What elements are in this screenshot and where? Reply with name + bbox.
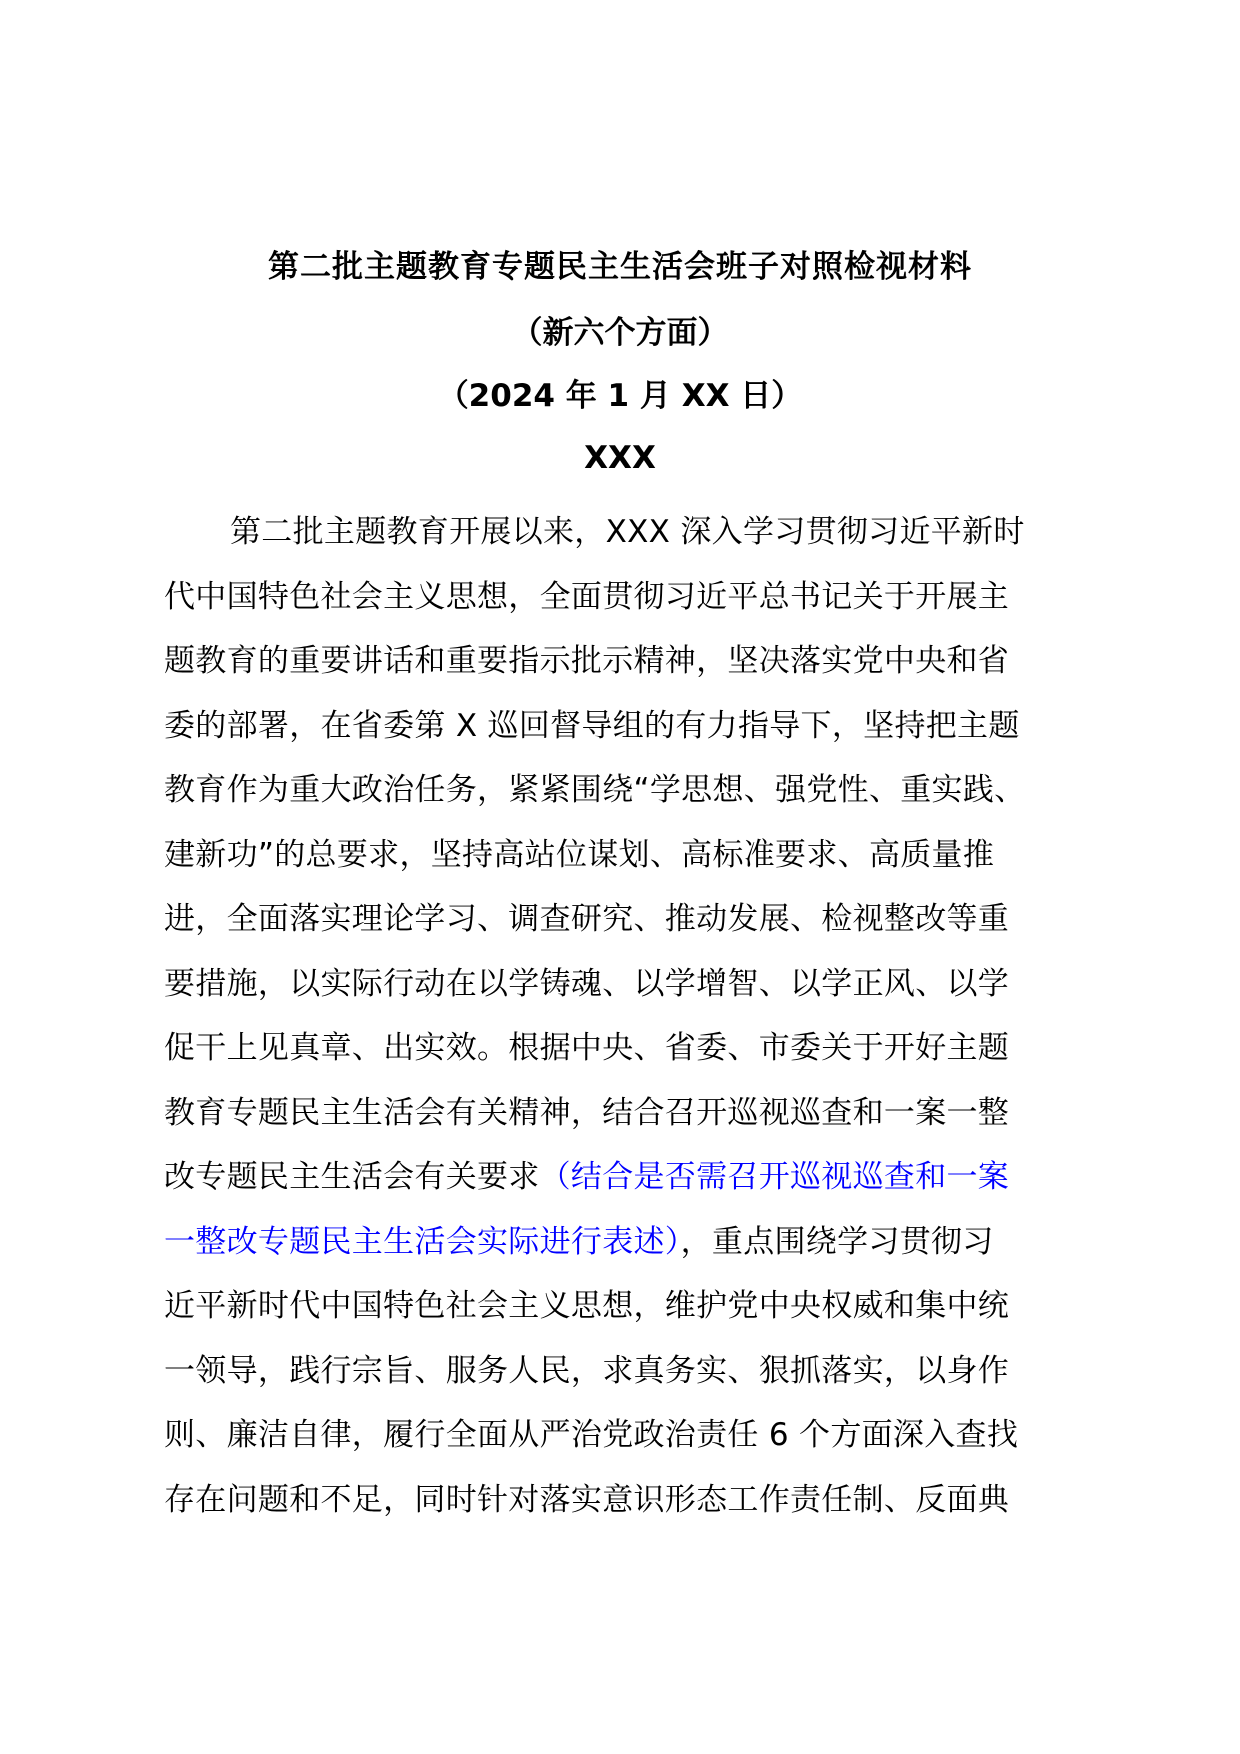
paragraph-text: 改专题民主生活会有关要求: [164, 1159, 540, 1195]
paragraph-line: 要措施，以实际行动在以学铸魂、以学增智、以学正风、以学: [164, 965, 1010, 1002]
paragraph-line: 存在问题和不足，同时针对落实意识形态工作责任制、反面典: [164, 1481, 1010, 1518]
document-title: 第二批主题教育专题民主生活会班子对照检视材料: [268, 249, 972, 285]
paragraph-line: 则、廉洁自律，履行全面从严治党政治责任 6 个方面深入查找: [164, 1417, 1019, 1453]
document-author: XXX: [584, 440, 656, 476]
editor-note: （结合是否需召开巡视巡查和一案: [539, 1159, 1010, 1195]
paragraph-line: 进，全面落实理论学习、调查研究、推动发展、检视整改等重: [164, 901, 1010, 937]
paragraph-line: [164, 1210, 1084, 1275]
paragraph-text: ，重点围绕学习贯彻习: [680, 1223, 994, 1260]
editor-note: 一整改专题民主生活会实际进行表述）: [164, 1223, 681, 1260]
paragraph-line: 代中国特色社会主义思想，全面贯彻习近平总书记关于开展主: [164, 578, 1010, 615]
document-date: （2024 年 1 月 XX 日）: [437, 378, 803, 414]
paragraph-line: 近平新时代中国特色社会主义思想，维护党中央权威和集中统: [164, 1288, 1010, 1324]
document-subtitle: （新六个方面）: [511, 315, 729, 351]
paragraph-line: [164, 1145, 1084, 1210]
paragraph-line: 一领导，践行宗旨、服务人民，求真务实、狠抓落实，以身作: [164, 1352, 1010, 1389]
paragraph-line: 教育专题民主生活会有关精神，结合召开巡视巡查和一案一整: [164, 1094, 1010, 1131]
paragraph-line: 建新功”的总要求，坚持高站位谋划、高标准要求、高质量推: [164, 836, 995, 873]
paragraph-line: 题教育的重要讲话和重要指示批示精神，坚决落实党中央和省: [164, 643, 1010, 679]
body-paragraph: [164, 500, 1084, 1532]
paragraph-line: 委的部署，在省委第 X 巡回督导组的有力指导下，坚持把主题: [164, 707, 1020, 744]
paragraph-line: 第二批主题教育开展以来，XXX 深入学习贯彻习近平新时: [230, 514, 1025, 550]
paragraph-line: 促干上见真章、出实效。根据中央、省委、市委关于开好主题: [164, 1030, 1010, 1066]
paragraph-line: 教育作为重大政治任务，紧紧围绕“学思想、强党性、重实践、: [164, 772, 1026, 808]
